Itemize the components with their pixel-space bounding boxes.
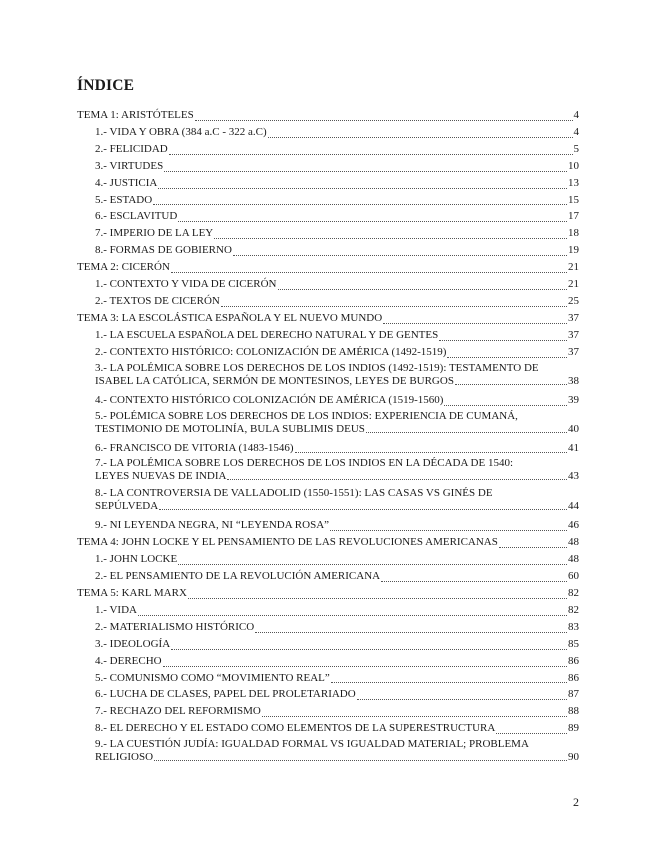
dot-leader: [357, 699, 567, 700]
dot-leader: [158, 188, 567, 189]
toc-entry[interactable]: [77, 551, 579, 568]
toc-entry-title: 9.- NI LEYENDA NEGRA, NI “LEYENDA ROSA”: [95, 519, 330, 532]
toc-entry-title: 2.- EL PENSAMIENTO DE LA REVOLUCIÓN AMERICANA: [95, 570, 381, 583]
toc-entry[interactable]: [77, 487, 579, 513]
toc-entry[interactable]: [77, 440, 579, 457]
toc-entry-page: 13: [568, 176, 579, 189]
toc-entry-page: 5: [573, 142, 579, 155]
toc-entry-line2: [95, 375, 579, 388]
toc-entry-page: 37: [568, 345, 579, 358]
toc-entry-page: 15: [568, 193, 579, 206]
dot-leader: [381, 581, 567, 582]
toc-entry[interactable]: [77, 225, 579, 242]
toc-entry-page: 4: [573, 109, 579, 121]
dot-leader: [154, 760, 567, 761]
toc-chapter[interactable]: [77, 259, 579, 276]
toc-entry[interactable]: [77, 636, 579, 653]
toc-entry[interactable]: [77, 362, 579, 388]
toc-entry-title: 7.- RECHAZO DEL REFORMISMO: [95, 705, 261, 718]
toc-entry[interactable]: [77, 141, 579, 158]
dot-leader: [171, 272, 567, 273]
toc-entry-page: 19: [568, 244, 579, 257]
toc-entry[interactable]: [77, 276, 579, 293]
page-title: ÍNDICE: [77, 77, 135, 94]
toc-entry[interactable]: [77, 703, 579, 720]
toc-entry-title: ISABEL LA CATÓLICA, SERMÓN DE MONTESINOS, LEYES DE BURGOS: [95, 374, 454, 387]
toc-entry-page: 18: [568, 227, 579, 240]
dot-leader: [159, 509, 567, 510]
toc-entry[interactable]: [77, 653, 579, 670]
dot-leader: [163, 666, 567, 667]
toc-entry[interactable]: [77, 158, 579, 175]
toc-entry-title: 5.- ESTADO: [95, 193, 153, 206]
toc-entry-title: 4.- CONTEXTO HISTÓRICO COLONIZACIÓN DE AMÉRICA (1519-1560): [95, 393, 444, 406]
toc-entry-page: 83: [568, 620, 579, 633]
toc-chapter[interactable]: [77, 107, 579, 124]
toc-entry-page: 40: [568, 422, 579, 435]
toc-entry-page: 10: [568, 159, 579, 172]
toc-entry-page: 39: [568, 393, 579, 406]
toc-entry-page: 37: [568, 311, 579, 324]
toc-entry[interactable]: [77, 208, 579, 225]
dot-leader: [195, 120, 573, 121]
dot-leader: [496, 733, 567, 734]
dot-leader: [262, 716, 567, 717]
toc-entry-page: 46: [568, 519, 579, 532]
toc-entry-title: 3.- IDEOLOGÍA: [95, 637, 171, 650]
toc-entry[interactable]: [77, 392, 579, 409]
toc-entry-title: 2.- FELICIDAD: [95, 142, 168, 155]
toc-entry-page: 86: [568, 654, 579, 667]
toc-entry-title: 3.- VIRTUDES: [95, 159, 164, 172]
toc-entry-title: RELIGIOSO: [95, 751, 154, 764]
toc-entry[interactable]: [77, 192, 579, 209]
toc-entry-page: 48: [568, 536, 579, 549]
dot-leader: [455, 384, 567, 385]
toc-entry-title-line1: 9.- LA CUESTIÓN JUDÍA: IGUALDAD FORMAL VS IGUALDAD MATERIAL; PROBLEMA: [95, 738, 529, 751]
toc-entry-title: 8.- EL DERECHO Y EL ESTADO COMO ELEMENTOS DE LA SUPERESTRUCTURA: [95, 722, 496, 735]
toc-entry-title-line1: 8.- LA CONTROVERSIA DE VALLADOLID (1550-1551): LAS CASAS VS GINÉS DE: [95, 487, 493, 500]
dot-leader: [227, 479, 567, 480]
toc-entry[interactable]: [77, 175, 579, 192]
dot-leader: [499, 547, 567, 548]
toc-entry-line2: [95, 423, 579, 436]
dot-leader: [330, 530, 567, 531]
toc-entry-title: TEMA 4: JOHN LOCKE Y EL PENSAMIENTO DE LAS REVOLUCIONES AMERICANAS: [77, 536, 498, 549]
toc-entry-page: 85: [568, 637, 579, 650]
table-of-contents: [77, 107, 579, 768]
dot-leader: [169, 154, 573, 155]
dot-leader: [447, 357, 567, 358]
toc-entry-title: 5.- COMUNISMO COMO “MOVIMIENTO REAL”: [95, 671, 330, 684]
toc-entry[interactable]: [77, 457, 579, 483]
dot-leader: [366, 432, 567, 433]
dot-leader: [268, 137, 573, 138]
dot-leader: [178, 564, 567, 565]
toc-entry[interactable]: [77, 738, 579, 764]
toc-entry[interactable]: [77, 720, 579, 737]
toc-entry[interactable]: [77, 242, 579, 259]
toc-chapter[interactable]: [77, 585, 579, 602]
dot-leader: [278, 289, 568, 290]
toc-entry-title: TESTIMONIO DE MOTOLINÍA, BULA SUBLIMIS DEUS: [95, 422, 365, 435]
toc-entry[interactable]: [77, 686, 579, 703]
toc-entry-title: TEMA 5: KARL MARX: [77, 587, 187, 600]
toc-entry-title: SEPÚLVEDA: [95, 500, 159, 513]
dot-leader: [331, 682, 567, 683]
toc-entry-page: 88: [568, 705, 579, 718]
toc-entry-page: 48: [568, 553, 579, 566]
toc-entry-page: 17: [568, 210, 579, 223]
toc-entry[interactable]: [77, 619, 579, 636]
toc-entry[interactable]: [77, 327, 579, 344]
toc-entry-title: 4.- DERECHO: [95, 654, 162, 667]
toc-entry-page: 21: [568, 261, 579, 274]
toc-entry-line2: [95, 751, 579, 764]
toc-entry-title: TEMA 2: CICERÓN: [77, 261, 170, 274]
toc-entry-line2: [95, 500, 579, 513]
toc-entry-page: 82: [568, 603, 579, 616]
toc-entry-title: 6.- FRANCISCO DE VITORIA (1483-1546): [95, 441, 294, 454]
dot-leader: [214, 238, 567, 239]
toc-entry[interactable]: [77, 517, 579, 534]
dot-leader: [383, 323, 567, 324]
toc-entry[interactable]: [77, 568, 579, 585]
toc-entry-page: 60: [568, 570, 579, 583]
toc-entry-title: LEYES NUEVAS DE INDIA: [95, 470, 227, 483]
dot-leader: [439, 340, 567, 341]
toc-entry-title: TEMA 3: LA ESCOLÁSTICA ESPAÑOLA Y EL NUEVO MUNDO: [77, 311, 383, 324]
dot-leader: [221, 306, 567, 307]
toc-entry-title: 4.- JUSTICIA: [95, 176, 158, 189]
toc-entry-title: 1.- JOHN LOCKE: [95, 553, 178, 566]
dot-leader: [255, 632, 567, 633]
toc-entry[interactable]: [77, 602, 579, 619]
toc-entry-page: 4: [573, 125, 579, 138]
dot-leader: [295, 452, 567, 453]
toc-entry-line2: [95, 470, 579, 483]
toc-entry-title: TEMA 1: ARISTÓTELES: [77, 109, 194, 121]
dot-leader: [178, 221, 567, 222]
dot-leader: [188, 598, 567, 599]
toc-entry-title: 1.- LA ESCUELA ESPAÑOLA DEL DERECHO NATURAL Y DE GENTES: [95, 328, 439, 341]
toc-entry[interactable]: [77, 410, 579, 436]
toc-entry-title-line1: 3.- LA POLÉMICA SOBRE LOS DERECHOS DE LOS INDIOS (1492-1519): TESTAMENTO DE: [95, 361, 539, 374]
toc-entry-title: 2.- TEXTOS DE CICERÓN: [95, 294, 220, 307]
toc-entry-page: 86: [568, 671, 579, 684]
toc-entry-title: 8.- FORMAS DE GOBIERNO: [95, 244, 232, 257]
dot-leader: [138, 615, 567, 616]
dot-leader: [164, 171, 567, 172]
toc-chapter[interactable]: [77, 310, 579, 327]
dot-leader: [233, 255, 567, 256]
toc-entry[interactable]: [77, 670, 579, 687]
toc-entry[interactable]: [77, 293, 579, 310]
toc-entry-title: 1.- VIDA: [95, 603, 137, 616]
dot-leader: [153, 204, 567, 205]
dot-leader: [444, 405, 567, 406]
toc-entry-page: 89: [568, 722, 579, 735]
toc-entry-title-line1: 5.- POLÉMICA SOBRE LOS DERECHOS DE LOS INDIOS: EXPERIENCIA DE CUMANÁ,: [95, 409, 518, 422]
toc-entry-page: 82: [568, 587, 579, 600]
toc-entry[interactable]: [77, 344, 579, 361]
toc-entry-page: 87: [568, 688, 579, 701]
toc-entry[interactable]: [77, 124, 579, 141]
toc-entry-title: 1.- CONTEXTO Y VIDA DE CICERÓN: [95, 278, 277, 291]
toc-entry-page: 37: [568, 328, 579, 341]
dot-leader: [171, 649, 567, 650]
toc-entry-page: 90: [568, 751, 579, 764]
toc-entry-page: 41: [568, 441, 579, 454]
toc-entry-title: 2.- MATERIALISMO HISTÓRICO: [95, 620, 255, 633]
toc-entry-page: 21: [568, 278, 579, 291]
toc-entry-page: 44: [568, 500, 579, 513]
toc-entry-title: 6.- LUCHA DE CLASES, PAPEL DEL PROLETARIADO: [95, 688, 356, 701]
toc-chapter[interactable]: [77, 534, 579, 551]
toc-entry-title: 2.- CONTEXTO HISTÓRICO: COLONIZACIÓN DE AMÉRICA (1492-1519): [95, 345, 447, 358]
toc-entry-title: 6.- ESCLAVITUD: [95, 210, 178, 223]
toc-entry-page: 25: [568, 294, 579, 307]
toc-entry-title-line1: 7.- LA POLÉMICA SOBRE LOS DERECHOS DE LOS INDIOS EN LA DÉCADA DE 1540:: [95, 457, 514, 470]
toc-entry-title: 1.- VIDA Y OBRA (384 a.C - 322 a.C): [95, 125, 267, 138]
toc-entry-page: 43: [568, 470, 579, 483]
toc-entry-title: 7.- IMPERIO DE LA LEY: [95, 227, 214, 240]
toc-entry-page: 38: [568, 374, 579, 387]
page-number: 2: [573, 795, 579, 809]
